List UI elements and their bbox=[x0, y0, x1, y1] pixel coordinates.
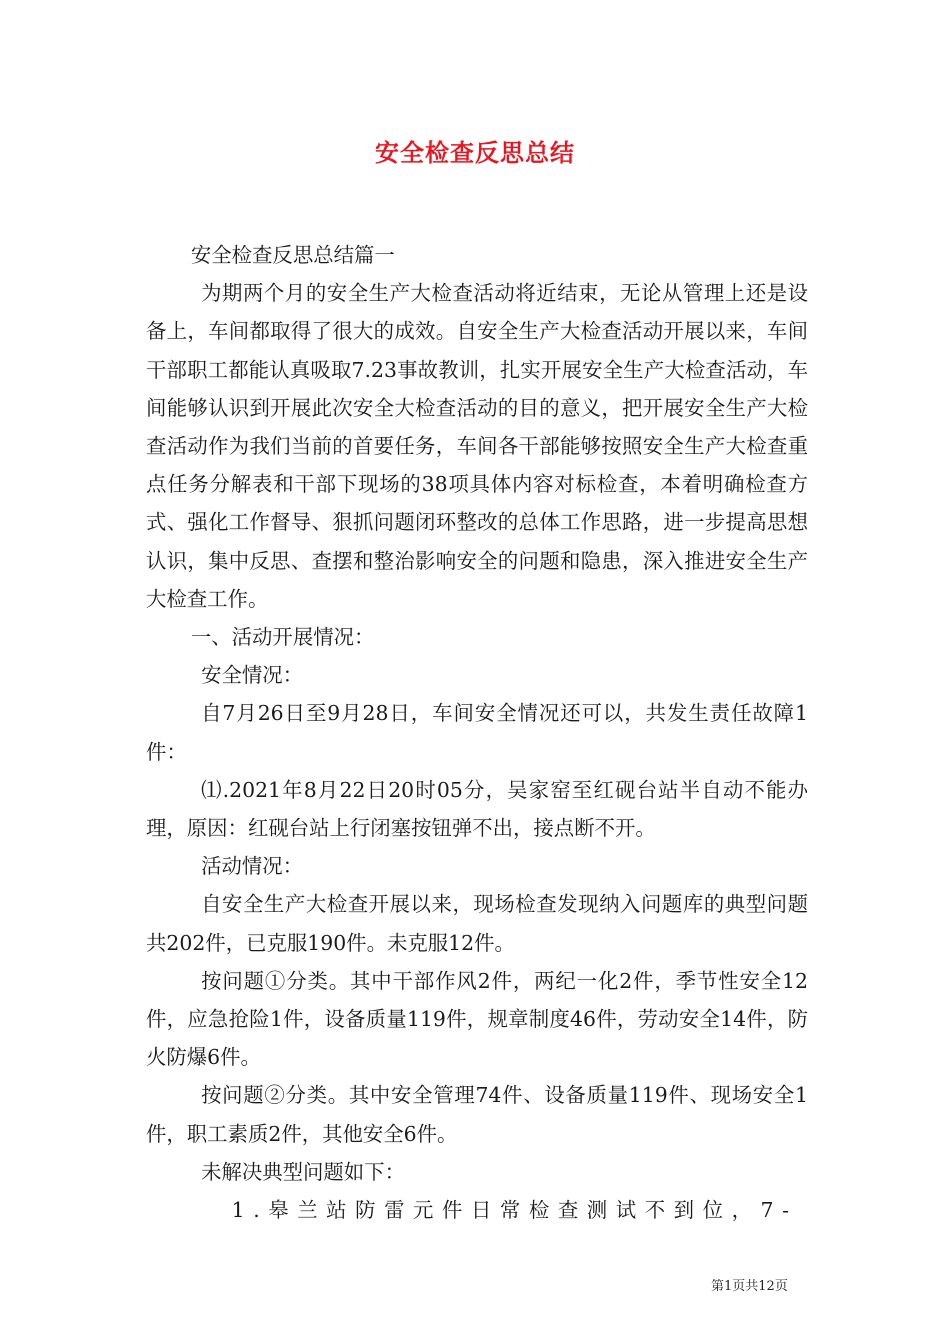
section-heading-activity: 一、活动开展情况： bbox=[190, 625, 375, 650]
paragraph-issue-count: 自安全生产大检查开展以来，现场检查发现纳入问题库的典型问题共202件，已克服190件。未克服12件。 bbox=[146, 892, 808, 955]
page-number: 第1页共12页 bbox=[711, 1279, 788, 1294]
document-title: 安全检查反思总结 bbox=[375, 139, 575, 167]
subheading-safety: 安全情况： bbox=[201, 663, 304, 688]
paragraph-safety-status: 自7月26日至9月28日，车间安全情况还可以，共发生责任故障1件： bbox=[146, 701, 808, 764]
subheading-unresolved: 未解决典型问题如下： bbox=[201, 1159, 405, 1184]
paragraph-intro: 为期两个月的安全生产大检查活动将近结束，无论从管理上还是设备上，车间都取得了很大的成效。自安全生产大检查活动开展以来，车间干部职工都能认真吸取7.23事故教训，扎实开展安全生产大检查活动，车间能够认识到开展此次安全大检查活动的目的意义，把开展安全生产大检查活动作为我们当前的首要任务，车间各干部能够按照安全生产大检查重点任务分解表和干部下现场的38项具体内容对标检查，本着明确检查方式、强化工作督导、狠抓问题闭环整改的总体工作思路，进一步提高思想认识，集中反思、查摆和整治影响安全的问题和隐患，深入推进安全生产大检查工作。 bbox=[146, 281, 808, 611]
document-body bbox=[146, 236, 808, 1229]
paragraph-fault-detail: ⑴.2021年8月22日20时05分，吴家窑至红砚台站半自动不能办理，原因：红砚台站上行闭塞按钮弹不出，接点断不开。 bbox=[146, 777, 808, 841]
section-heading: 安全检查反思总结篇一 bbox=[190, 243, 395, 267]
paragraph-category-2: 按问题②分类。其中安全管理74件、设备质量119件、现场安全1件，职工素质2件，其他安全6件。 bbox=[146, 1083, 808, 1146]
subheading-activity: 活动情况： bbox=[201, 854, 304, 879]
list-item-unresolved-1: 1.皋兰站防雷元件日常检查测试不到位，7- bbox=[231, 1198, 798, 1223]
paragraph-category-1: 按问题①分类。其中干部作风2件，两纪一化2件，季节性安全12件，应急抢险1件，设备质量119件，规章制度46件，劳动安全14件，防火防爆6件。 bbox=[146, 968, 808, 1070]
